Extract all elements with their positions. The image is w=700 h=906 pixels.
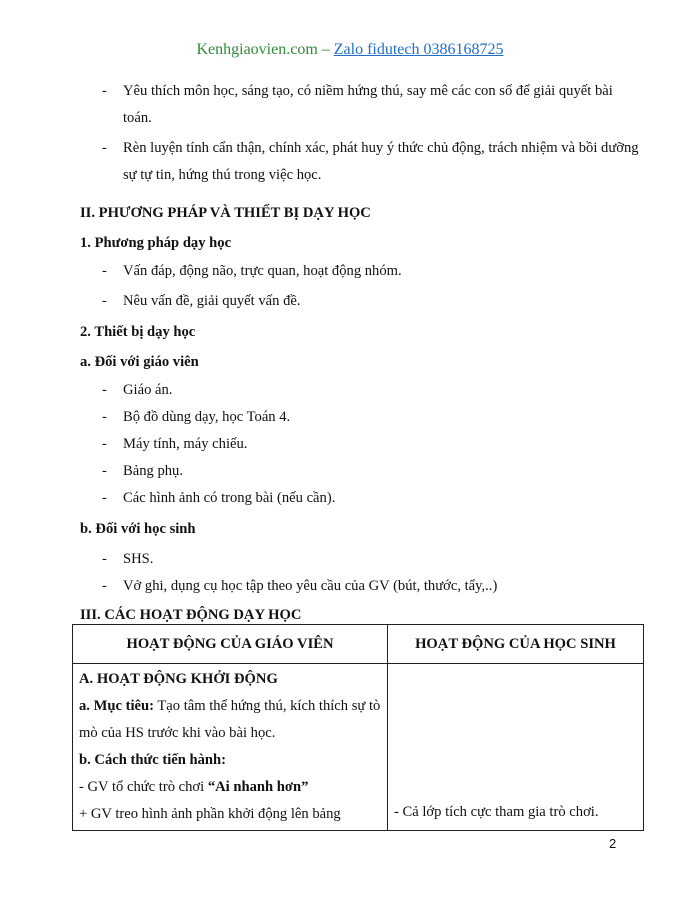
student-title: b. Đối với học sinh bbox=[80, 521, 196, 537]
method-item: - Vấn đáp, động não, trực quan, hoạt động nhóm. bbox=[102, 263, 402, 279]
student-response: - Cả lớp tích cực tham gia trò chơi. bbox=[394, 804, 599, 820]
intro-bullet: - Yêu thích môn học, sáng tạo, có niềm hứng thú, say mê các con số để giải quyết bài toán. bbox=[102, 83, 613, 126]
activities-table bbox=[72, 624, 644, 831]
teacher-item: - Giáo án. bbox=[102, 382, 173, 398]
step-2: + GV treo hình ảnh phần khởi động lên bảng bbox=[79, 806, 341, 822]
page-number: 2 bbox=[609, 836, 617, 851]
intro-bullet: - Rèn luyện tính cẩn thận, chính xác, phát huy ý thức chủ động, trách nhiệm và bồi dưỡng sự tự tin, hứng thú trong việc học. bbox=[102, 140, 639, 183]
teacher-item: - Bộ đồ dùng dạy, học Toán 4. bbox=[102, 409, 291, 425]
student-activity-cell bbox=[388, 664, 644, 831]
student-item: - Vở ghi, dụng cụ học tập theo yêu cầu của GV (bút, thước, tẩy,..) bbox=[102, 578, 498, 594]
section-3-title: III. CÁC HOẠT ĐỘNG DẠY HỌC bbox=[80, 607, 302, 623]
section-2-title: II. PHƯƠNG PHÁP VÀ THIẾT BỊ DẠY HỌC bbox=[80, 205, 371, 221]
col-teacher-header: HOẠT ĐỘNG CỦA GIÁO VIÊN bbox=[73, 625, 388, 664]
teacher-activity-cell bbox=[73, 664, 388, 831]
document-body bbox=[80, 78, 640, 630]
activity-title: A. HOẠT ĐỘNG KHỞI ĐỘNG bbox=[79, 671, 278, 687]
goal-line: a. Mục tiêu: Tạo tâm thế hứng thú, kích thích sự tò mò của HS trước khi vào bài học. bbox=[79, 698, 381, 741]
teacher-item: - Bảng phụ. bbox=[102, 463, 183, 479]
col-student-header: HOẠT ĐỘNG CỦA HỌC SINH bbox=[388, 625, 644, 664]
method-item: - Nêu vấn đề, giải quyết vấn đề. bbox=[102, 293, 301, 309]
header-separator: – bbox=[317, 41, 334, 58]
teacher-item: - Máy tính, máy chiếu. bbox=[102, 436, 248, 452]
method-label: b. Cách thức tiến hành: bbox=[79, 752, 227, 768]
equipment-title: 2. Thiết bị dạy học bbox=[80, 324, 196, 340]
page-header bbox=[0, 41, 700, 59]
teacher-title: a. Đối với giáo viên bbox=[80, 354, 199, 370]
header-site: Kenhgiaovien.com bbox=[196, 41, 318, 58]
methods-title: 1. Phương pháp dạy học bbox=[80, 235, 232, 251]
student-item: - SHS. bbox=[102, 551, 154, 567]
step-1: - GV tổ chức trò chơi “Ai nhanh hơn” bbox=[79, 779, 309, 795]
header-zalo-link[interactable]: Zalo fidutech 0386168725 bbox=[333, 41, 504, 58]
teacher-item: - Các hình ảnh có trong bài (nếu cần). bbox=[102, 490, 336, 506]
